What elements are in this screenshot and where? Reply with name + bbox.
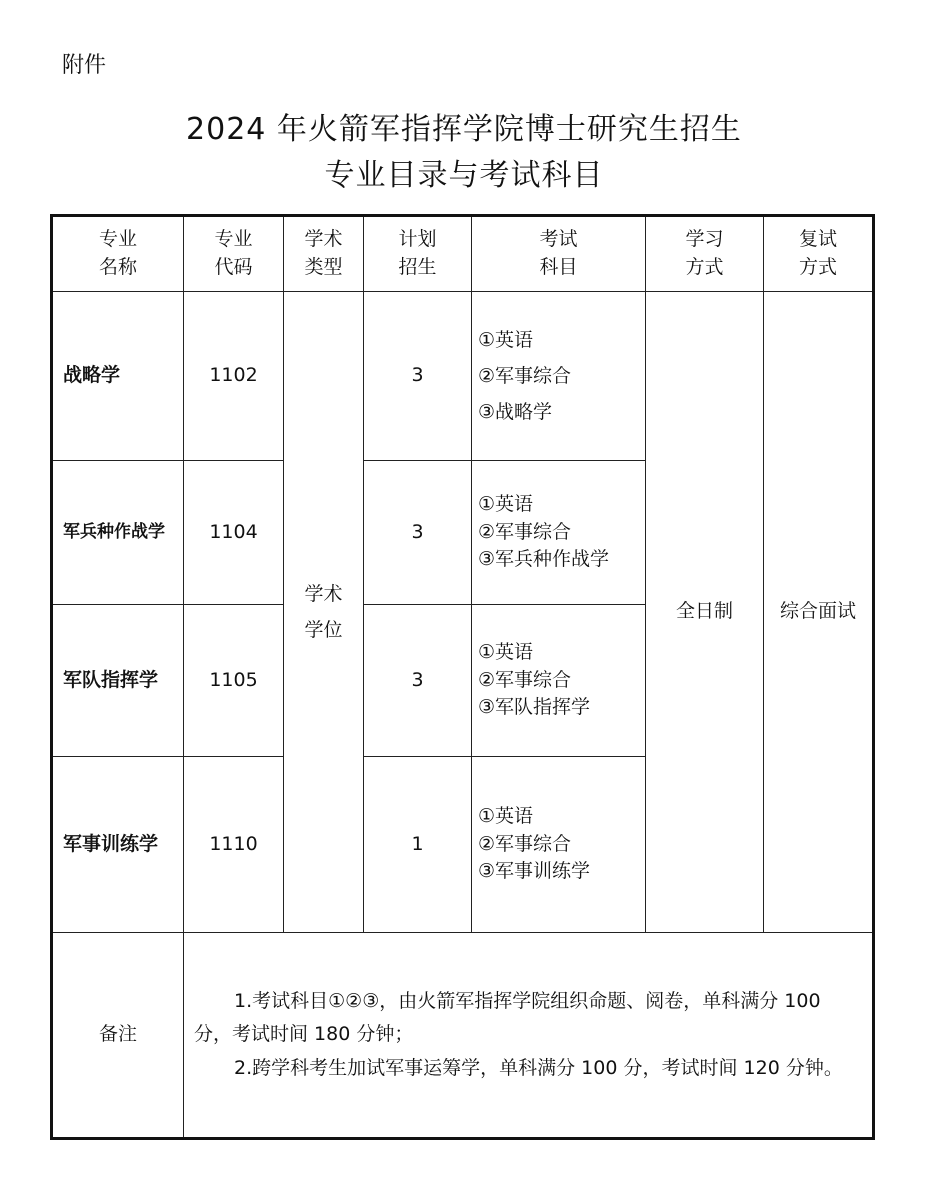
subjects-cell: ①英语 ②军事综合 ③军事训练学 xyxy=(472,757,646,933)
major-name-cell: 军事训练学 xyxy=(52,757,184,933)
academic-type-cell: 学术 学位 xyxy=(284,292,364,933)
catalog-table xyxy=(50,214,875,1140)
document-title: 2024 年火箭军指挥学院博士研究生招生 xyxy=(186,112,742,147)
subjects-cell: ①英语 ②军事综合 ③军兵种作战学 xyxy=(472,461,646,605)
plan-cell: 3 xyxy=(364,461,472,605)
note-item-1: 1.考试科目①②③，由火箭军指挥学院组织命题、阅卷，单科满分 100 分，考试时间 180 分钟； xyxy=(194,990,821,1046)
header-plan-enrollment: 计划 招生 xyxy=(364,216,472,292)
major-name-cell: 军队指挥学 xyxy=(52,605,184,757)
major-code-cell: 1105 xyxy=(184,605,284,757)
plan-cell: 3 xyxy=(364,605,472,757)
major-code-cell: 1104 xyxy=(184,461,284,605)
notes-content xyxy=(184,933,874,1139)
header-retest-mode: 复试 方式 xyxy=(764,216,874,292)
header-major-code: 专业 代码 xyxy=(184,216,284,292)
header-exam-subjects: 考试 科目 xyxy=(472,216,646,292)
major-code-cell: 1102 xyxy=(184,292,284,461)
note-item-2: 2.跨学科考生加试军事运筹学，单科满分 100 分，考试时间 120 分钟。 xyxy=(234,1056,843,1079)
study-mode-cell: 全日制 xyxy=(646,292,764,933)
subjects-cell: ①英语 ②军事综合 ③军队指挥学 xyxy=(472,605,646,757)
document-subtitle: 专业目录与考试科目 xyxy=(324,158,604,193)
plan-cell: 1 xyxy=(364,757,472,933)
subjects-cell: ①英语 ②军事综合 ③战略学 xyxy=(472,292,646,461)
major-code-cell: 1110 xyxy=(184,757,284,933)
attachment-label: 附件 xyxy=(62,53,107,78)
table-header-row xyxy=(52,216,874,292)
major-name-cell: 军兵种作战学 xyxy=(52,461,184,605)
major-name-cell: 战略学 xyxy=(52,292,184,461)
header-major-name: 专业 名称 xyxy=(52,216,184,292)
table-row xyxy=(52,292,874,461)
notes-row xyxy=(52,933,874,1139)
notes-label: 备注 xyxy=(52,933,184,1139)
plan-cell: 3 xyxy=(364,292,472,461)
header-study-mode: 学习 方式 xyxy=(646,216,764,292)
retest-mode-cell: 综合面试 xyxy=(764,292,874,933)
header-academic-type: 学术 类型 xyxy=(284,216,364,292)
